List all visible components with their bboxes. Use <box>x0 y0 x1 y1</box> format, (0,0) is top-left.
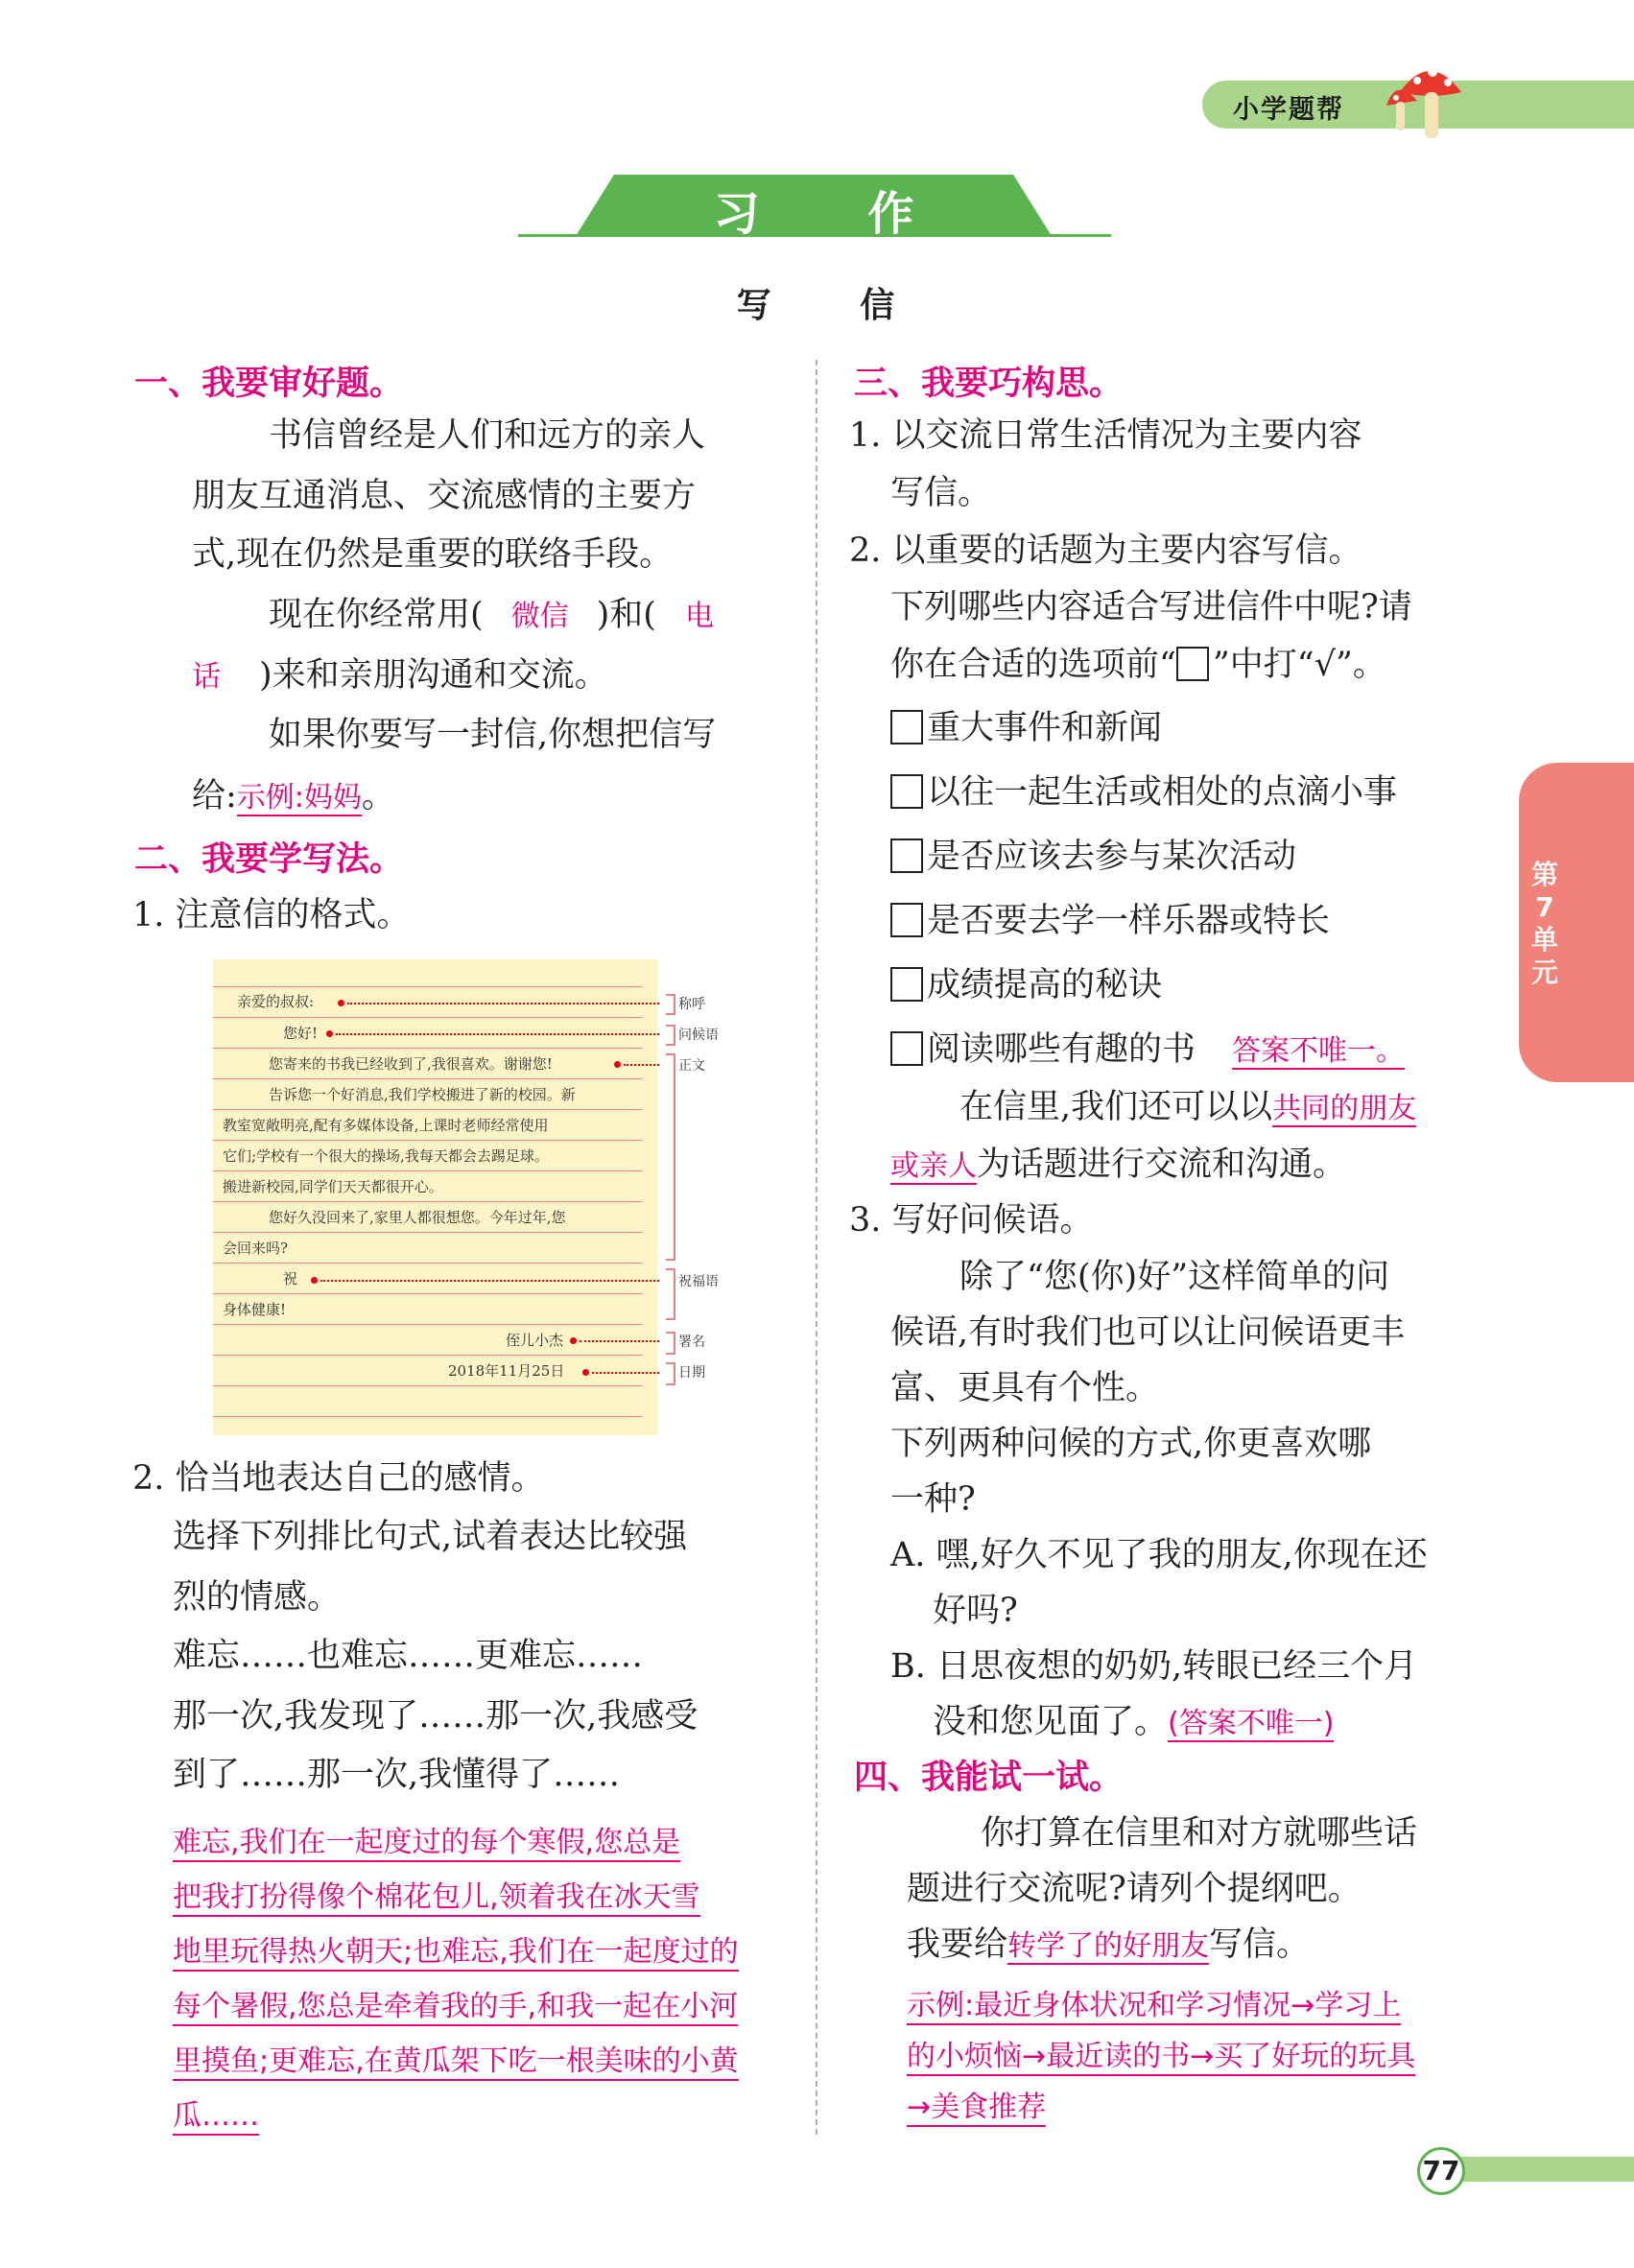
option-3[interactable]: 是否应该去参与某次活动 <box>890 829 1296 886</box>
s1-p1-line3: 式,现在仍然是重要的联络手段。 <box>192 535 674 574</box>
greeting-answer: (答案不唯一) <box>1168 1707 1335 1740</box>
s1-p1-line2: 朋友互通消息、交流感情的主要方 <box>192 477 697 515</box>
section-4-heading: 四、我能试一试。 <box>854 1759 1124 1797</box>
s2-item2: 2. 恰当地表达自己的感情。 <box>132 1459 545 1498</box>
option-5[interactable]: 成绩提高的秘诀 <box>890 957 1162 1014</box>
letter-body-7: 会回来吗? <box>223 1240 289 1257</box>
answer-blank-1: 微信 <box>510 600 569 633</box>
answer-blank-2a: 电 <box>684 600 714 633</box>
s2-i2-line3: 难忘……也难忘……更难忘…… <box>173 1637 644 1675</box>
s2-answer-line3: 地里玩得热火朝天;也难忘,我们在一起度过的 <box>173 1927 739 1972</box>
s4-line2: 题进行交流呢?请列个提纲吧。 <box>907 1870 1362 1908</box>
tag-signature: 署名 <box>678 1335 705 1350</box>
letter-date: 2018年11月25日 <box>448 1362 565 1380</box>
page-number: 77 <box>1417 2147 1465 2195</box>
option-b-line1: B. 日思夜想的奶奶,转眼已经三个月 <box>890 1647 1418 1686</box>
s3-item1-line1: 1. 以交流日常生活情况为主要内容 <box>849 416 1362 455</box>
section-3-heading: 三、我要巧构思。 <box>854 365 1124 403</box>
option-4[interactable]: 是否要去学一样乐器或特长 <box>890 893 1330 950</box>
s4-line3: 我要给转学了的好朋友写信。 <box>907 1925 1311 1964</box>
options-answer-note: 答案不唯一。 <box>1232 1034 1406 1068</box>
outline-answer-line1: 示例:最近身体状况和学习情况→学习上 <box>907 1981 1401 2025</box>
letter-hello: 您好! <box>283 1025 319 1042</box>
letter-wish-2: 身体健康! <box>223 1301 287 1318</box>
page-subtitle: 写 信 <box>736 285 934 325</box>
s3-i3-line1: 除了“您(你)好”这样简单的问 <box>959 1258 1390 1296</box>
s2-answer-line1: 难忘,我们在一起度过的每个寒假,您总是 <box>173 1818 680 1862</box>
outline-answer-line3: →美食推荐 <box>907 2083 1046 2127</box>
letter-greeting: 亲爱的叔叔: <box>237 993 315 1010</box>
s3-item2-line1: 2. 以重要的话题为主要内容写信。 <box>849 532 1362 570</box>
option-2[interactable]: 以往一起生活或相处的点滴小事 <box>890 765 1397 821</box>
s2-answer-line5: 里摸鱼;更难忘,在黄瓜架下吃一根美味的小黄 <box>173 2037 739 2081</box>
option-b-line2: 没和您见面了。(答案不唯一) <box>933 1703 1335 1741</box>
answer-recipient: 示例:妈妈 <box>236 781 362 815</box>
s2-i2-line5: 到了……那一次,我懂得了…… <box>173 1756 621 1794</box>
tag-greeting: 问候语 <box>678 1028 719 1043</box>
option-6-checkbox[interactable] <box>890 1031 923 1066</box>
option-6[interactable]: 阅读哪些有趣的书 答案不唯一。 <box>890 1022 1405 1079</box>
s1-p2-line2: 话 )来和亲朋沟通和交流。 <box>192 648 608 705</box>
s2-i2-line4: 那一次,我发现了……那一次,我感受 <box>173 1697 699 1736</box>
section-2-heading: 二、我要学写法。 <box>134 840 404 879</box>
letter-format-example <box>213 959 719 1435</box>
tag-date: 日期 <box>678 1365 705 1381</box>
s3-topic-line1: 在信里,我们还可以以共同的朋友 <box>959 1088 1417 1126</box>
s3-i3-line2: 候语,有时我们也可以让问候语更丰 <box>890 1313 1406 1352</box>
option-4-checkbox[interactable] <box>890 903 923 937</box>
tag-salutation: 称呼 <box>678 997 705 1012</box>
outline-answer-line2: 的小烦恼→最近读的书→买了好玩的玩具 <box>907 2032 1415 2076</box>
s1-p1-line1: 书信曾经是人们和远方的亲人 <box>269 416 706 455</box>
s3-i3-line3: 富、更具有个性。 <box>890 1369 1160 1407</box>
brand-label: 小学题帮 <box>1233 95 1344 125</box>
option-3-checkbox[interactable] <box>890 839 923 873</box>
s3-i3-line4: 下列两种问候的方式,你更喜欢哪 <box>890 1425 1372 1463</box>
s2-item1: 1. 注意信的格式。 <box>132 896 411 934</box>
s2-i2-line2: 烈的情感。 <box>173 1578 342 1617</box>
column-divider <box>816 360 817 2135</box>
section-1-heading: 一、我要审好题。 <box>134 365 404 403</box>
letter-signature: 侄儿小杰 <box>506 1332 564 1349</box>
page-title: 习 作 <box>713 187 960 241</box>
s3-topic-line2: 或亲人为话题进行交流和沟通。 <box>890 1146 1347 1184</box>
letter-body-1: 您寄来的书我已经收到了,我很喜欢。谢谢您! <box>269 1055 553 1073</box>
answer-blank-2b: 话 <box>192 660 221 694</box>
unit-label: 第7单元 <box>1530 859 1558 988</box>
option-a-line2: 好吗? <box>933 1592 1018 1630</box>
s2-answer-line2: 把我打扮得像个棉花包儿,领着我在冰天雪 <box>173 1873 700 1917</box>
option-2-checkbox[interactable] <box>890 774 923 809</box>
letter-wish-1: 祝 <box>283 1270 298 1288</box>
letter-body-5: 搬进新校园,同学们天天都很开心。 <box>223 1178 443 1195</box>
letter-body-4: 它们;学校有一个很大的操场,我每天都会去踢足球。 <box>223 1147 549 1165</box>
s4-line1: 你打算在信里和对方就哪些话 <box>981 1814 1418 1853</box>
sample-checkbox <box>1176 647 1209 681</box>
s2-answer-line6: 瓜…… <box>173 2091 259 2136</box>
s3-i3-line5: 一种? <box>890 1480 976 1519</box>
s3-item2-line3: 你在合适的选项前“ ”中打“√”。 <box>890 646 1386 684</box>
s2-i2-line1: 选择下列排比句式,试着表达比较强 <box>173 1518 688 1556</box>
option-5-checkbox[interactable] <box>890 967 923 1002</box>
s2-answer-line4: 每个暑假,您总是牵着我的手,和我一起在小河 <box>173 1982 738 2026</box>
tag-body: 正文 <box>678 1058 705 1074</box>
s3-item3: 3. 写好问候语。 <box>849 1201 1094 1240</box>
tag-wishes: 祝福语 <box>678 1274 719 1289</box>
letter-body-2: 告诉您一个好消息,我们学校搬进了新的校园。新 <box>269 1086 576 1103</box>
option-1[interactable]: 重大事件和新闻 <box>890 700 1162 757</box>
option-1-checkbox[interactable] <box>890 710 923 744</box>
mushroom-icon <box>1358 58 1473 149</box>
s1-p3-line1: 如果你要写一封信,你想把信写 <box>269 716 717 754</box>
option-a-line1: A. 嘿,好久不见了我的朋友,你现在还 <box>890 1536 1428 1574</box>
recipient-answer: 转学了的好朋友 <box>1007 1929 1210 1963</box>
s3-item2-line2: 下列哪些内容适合写进信件中呢?请 <box>890 588 1412 626</box>
letter-body-6: 您好久没回来了,家里人都很想您。今年过年,您 <box>269 1209 566 1226</box>
letter-body-3: 教室宽敞明亮,配有多媒体设备,上课时老师经常使用 <box>223 1117 549 1134</box>
s3-item1-line2: 写信。 <box>890 474 992 512</box>
topic-answer-1: 共同的朋友 <box>1272 1092 1417 1125</box>
topic-answer-2: 或亲人 <box>890 1149 977 1183</box>
s1-p3-line2: 给:示例:妈妈。 <box>192 777 395 815</box>
s1-p2-line1: 现在你经常用( 微信 )和( 电 <box>269 587 714 645</box>
